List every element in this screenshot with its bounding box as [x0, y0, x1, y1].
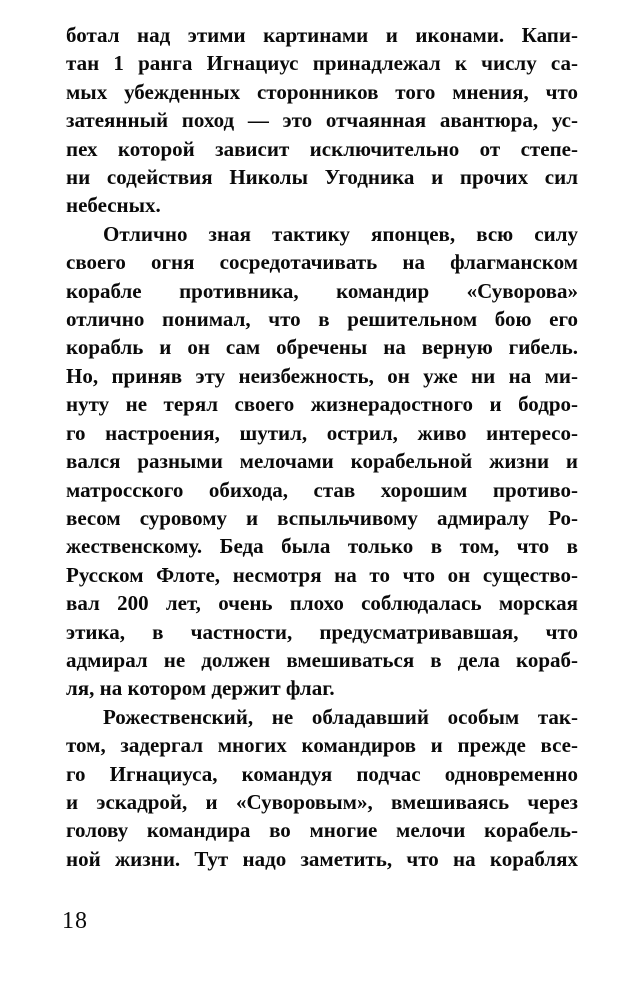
text-line: весом суровому и вспыльчивому адмиралу Ро-: [66, 505, 578, 530]
text-line: и эскадрой, и «Суворовым», вмешиваясь через: [66, 789, 578, 814]
text-line: ни содействия Николы Угодника и прочих сил: [66, 165, 578, 190]
text-line: корабле противника, командир «Суворова»: [66, 278, 578, 303]
text-line: тан 1 ранга Игнациус принадлежал к числу са-: [66, 51, 578, 76]
page-number: 18: [62, 908, 88, 934]
text-line: мых убежденных сторонников того мнения, что: [66, 79, 578, 104]
text-line: голову командира во многие мелочи корабель-: [66, 818, 578, 843]
text-line: этика, в частности, предусматривавшая, что: [66, 619, 578, 644]
body-text: [66, 21, 578, 873]
text-line: го настроения, шутил, острил, живо интересо-: [66, 420, 578, 445]
text-line: Русском Флоте, несмотря на то что он существо-: [66, 562, 578, 587]
text-line: корабль и он сам обречены на верную гибель.: [66, 335, 578, 360]
text-line: нуту не терял своего жизнерадостного и бодро-: [66, 392, 578, 417]
text-line: Отлично зная тактику японцев, всю силу: [103, 221, 578, 246]
text-line: своего огня сосредотачивать на флагманском: [66, 250, 578, 275]
text-line: го Игнациуса, командуя подчас одновременно: [66, 761, 578, 786]
text-line: пех которой зависит исключительно от степе-: [66, 136, 578, 161]
text-line: небесных.: [66, 193, 161, 218]
text-line: Но, приняв эту неизбежность, он уже ни на ми-: [66, 363, 578, 388]
text-line: Рожественский, не обладавший особым так-: [103, 704, 578, 729]
text-line: ной жизни. Тут надо заметить, что на кораблях: [66, 846, 578, 871]
text-line: жественскому. Беда была только в том, что в: [66, 534, 578, 559]
text-line: отлично понимал, что в решительном бою его: [66, 307, 578, 332]
text-line: матросского обихода, став хорошим противо-: [66, 477, 578, 502]
text-line: ля, на котором держит флаг.: [66, 676, 335, 701]
text-line: адмирал не должен вмешиваться в дела кораб-: [66, 647, 578, 672]
text-line: вал 200 лет, очень плохо соблюдалась морская: [66, 591, 578, 616]
text-line: ботал над этими картинами и иконами. Капи-: [66, 23, 578, 47]
text-line: том, задергал многих командиров и прежде все-: [66, 733, 578, 758]
text-line: затеянный поход — это отчаянная авантюра, ус-: [66, 108, 578, 133]
text-line: вался разными мелочами корабельной жизни и: [66, 449, 578, 474]
